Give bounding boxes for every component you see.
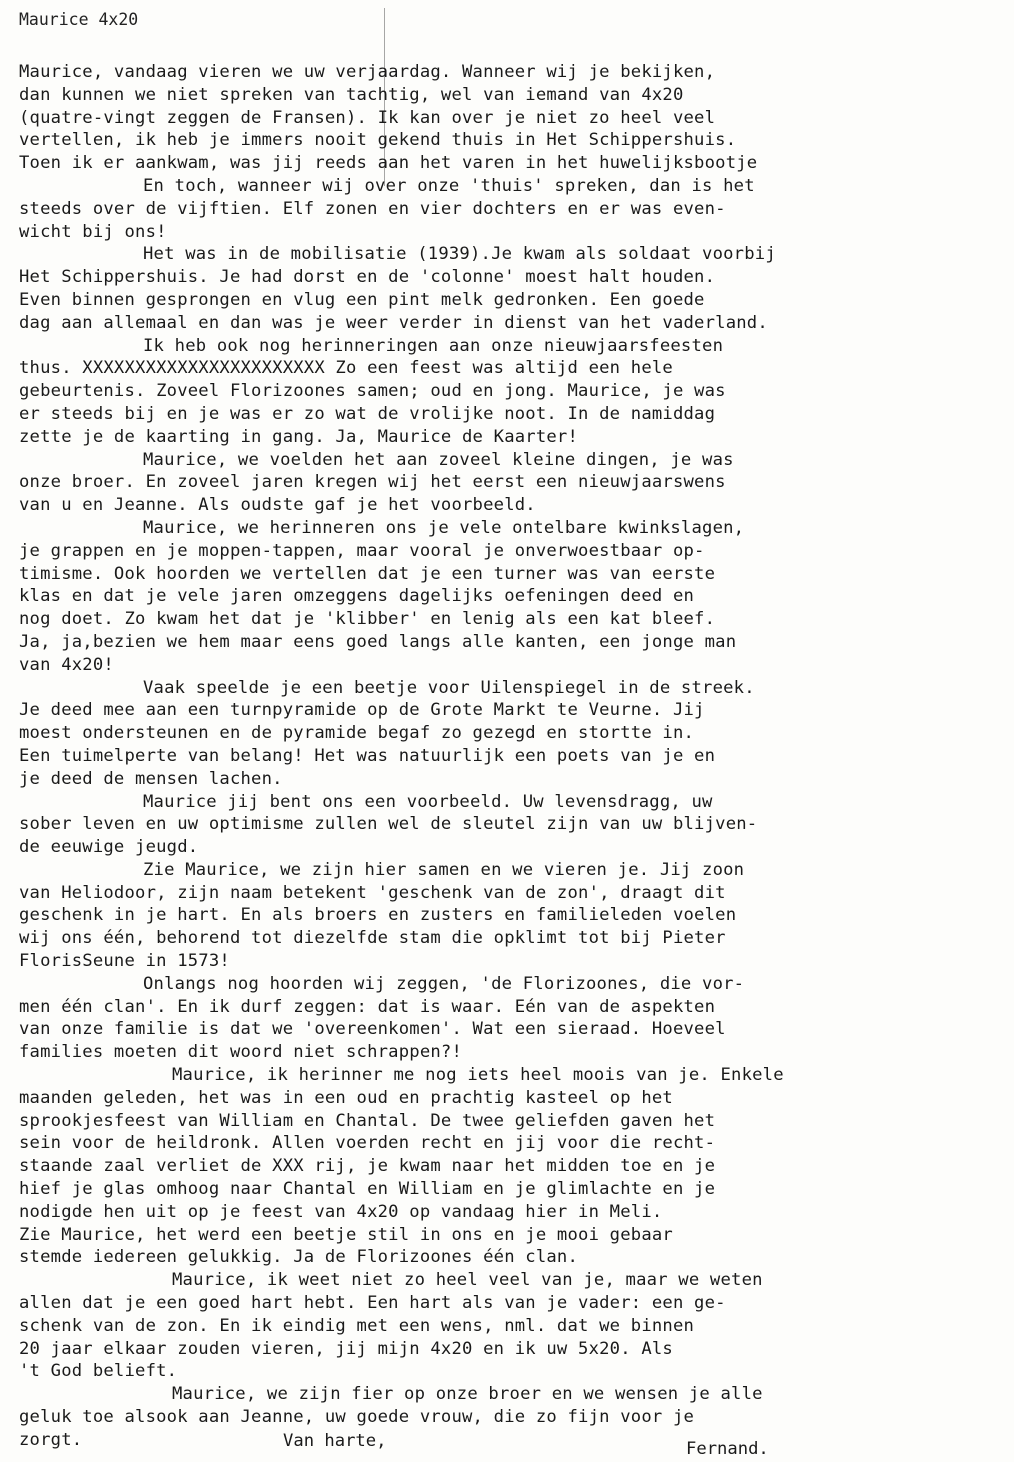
letter-line: Ik heb ook nog herinneringen aan onze nieuwjaarsfeesten — [143, 335, 724, 356]
letter-line: timisme. Ook hoorden we vertellen dat je een turner was van eerste — [19, 563, 716, 584]
letter-line: Even binnen gesprongen en vlug een pint melk gedronken. Een goede — [19, 289, 705, 310]
letter-line: staande zaal verliet de XXX rij, je kwam naar het midden toe en je — [19, 1156, 716, 1177]
letter-line: stemde iedereen gelukkig. Ja de Florizoones één clan. — [19, 1247, 579, 1268]
letter-line: sober leven en uw optimisme zullen wel de sleutel zijn van uw blijven- — [19, 814, 758, 835]
letter-line: 't God belieft. — [19, 1361, 178, 1382]
letter-line: hief je glas omhoog naar Chantal en William en je glimlachte en je — [19, 1179, 716, 1200]
letter-line: Maurice, we herinneren ons je vele ontelbare kwinkslagen, — [143, 517, 745, 538]
signature: Fernand. — [686, 1439, 769, 1459]
letter-body — [19, 61, 1009, 1452]
letter-line: geluk toe alsook aan Jeanne, uw goede vrouw, die zo fijn voor je — [19, 1407, 695, 1428]
letter-line: vertellen, ik heb je immers nooit gekend thuis in Het Schippershuis. — [19, 130, 737, 151]
letter-line: nodigde hen uit op je feest van 4x20 op vandaag hier in Meli. — [19, 1201, 663, 1222]
letter-line: van 4x20! — [19, 654, 114, 675]
letter-line: (quatre-vingt zeggen de Fransen). Ik kan over je niet zo heel veel — [19, 107, 716, 128]
letter-line: geschenk in je hart. En als broers en zusters en familieleden voelen — [19, 905, 737, 926]
letter-line: Maurice, we zijn fier op onze broer en we wensen je alle — [172, 1384, 763, 1405]
letter-line: zette je de kaarting in gang. Ja, Maurice de Kaarter! — [19, 426, 579, 447]
letter-line: je grappen en je moppen-tappen, maar vooral je onverwoestbaar op- — [19, 540, 705, 561]
closing-phrase: Van harte, — [283, 1431, 387, 1451]
letter-line: Maurice jij bent ons een voorbeeld. Uw levensdragg, uw — [143, 791, 713, 812]
letter-line: Zie Maurice, het werd een beetje stil in ons en je mooi gebaar — [19, 1224, 673, 1245]
letter-line: Het Schippershuis. Je had dorst en de 'colonne' moest halt houden. — [19, 267, 716, 288]
letter-line: dan kunnen we niet spreken van tachtig, wel van iemand van 4x20 — [19, 84, 684, 105]
letter-line: dag aan allemaal en dan was je weer verder in dienst van het vaderland. — [19, 312, 768, 333]
letter-line: sprookjesfeest van William en Chantal. De twee geliefden gaven het — [19, 1110, 716, 1131]
letter-line: schenk van de zon. En ik eindig met een wens, nml. dat we binnen — [19, 1315, 695, 1336]
letter-line: nog doet. Zo kwam het dat je 'klibber' en lenig als een kat bleef. — [19, 609, 716, 630]
letter-line: Een tuimelperte van belang! Het was natuurlijk een poets van je en — [19, 745, 716, 766]
letter-line: families moeten dit woord niet schrappen?! — [19, 1042, 463, 1063]
letter-line: Maurice, ik weet niet zo heel veel van je, maar we weten — [172, 1270, 763, 1291]
letter-line: maanden geleden, het was in een oud en prachtig kasteel op het — [19, 1087, 673, 1108]
letter-line: wij ons één, behorend tot diezelfde stam die opklimt tot bij Pieter — [19, 928, 726, 949]
letter-line: men één clan'. En ik durf zeggen: dat is waar. Eén van de aspekten — [19, 996, 716, 1017]
letter-line: FlorisSeune in 1573! — [19, 951, 230, 972]
letter-line: Vaak speelde je een beetje voor Uilenspiegel in de streek. — [143, 677, 755, 698]
letter-line: steeds over de vijftien. Elf zonen en vier dochters en er was even- — [19, 198, 726, 219]
letter-line: onze broer. En zoveel jaren kregen wij het eerst een nieuwjaarswens — [19, 472, 726, 493]
letter-line: Maurice, we voelden het aan zoveel kleine dingen, je was — [143, 449, 734, 470]
letter-line: er steeds bij en je was er zo wat de vrolijke noot. In de namiddag — [19, 403, 716, 424]
letter-line: Ja, ja,bezien we hem maar eens goed langs alle kanten, een jonge man — [19, 631, 737, 652]
letter-line: Zie Maurice, we zijn hier samen en we vieren je. Jij zoon — [143, 859, 745, 880]
letter-line: Toen ik er aankwam, was jij reeds aan het varen in het huwelijksbootje — [19, 153, 758, 174]
letter-line: klas en dat je vele jaren omzeggens dagelijks oefeningen deed en — [19, 586, 695, 607]
letter-line: En toch, wanneer wij over onze 'thuis' spreken, dan is het — [143, 175, 755, 196]
letter-line: Het was in de mobilisatie (1939).Je kwam als soldaat voorbij — [143, 244, 776, 265]
letter-title: Maurice 4x20 — [19, 10, 139, 29]
letter-line: zorgt. — [19, 1429, 83, 1450]
letter-line: allen dat je een goed hart hebt. Een hart als van je vader: een ge- — [19, 1293, 726, 1314]
letter-line: Je deed mee aan een turnpyramide op de Grote Markt te Veurne. Jij — [19, 700, 705, 721]
letter-line: je deed de mensen lachen. — [19, 768, 283, 789]
letter-line: van Heliodoor, zijn naam betekent 'geschenk van de zon', draagt dit — [19, 882, 726, 903]
letter-line: 20 jaar elkaar zouden vieren, jij mijn 4x20 en ik uw 5x20. Als — [19, 1338, 673, 1359]
letter-line: van onze familie is dat we 'overeenkomen'. Wat een sieraad. Hoeveel — [19, 1019, 726, 1040]
letter-line: Maurice, ik herinner me nog iets heel moois van je. Enkele — [172, 1065, 784, 1086]
letter-line: de eeuwige jeugd. — [19, 837, 199, 858]
letter-line: gebeurtenis. Zoveel Florizoones samen; oud en jong. Maurice, je was — [19, 381, 726, 402]
letter-line: thus. XXXXXXXXXXXXXXXXXXXXXXX Zo een feest was altijd een hele — [19, 358, 673, 379]
letter-line: Maurice, vandaag vieren we uw verjaardag. Wanneer wij je bekijken, — [19, 62, 716, 82]
letter-line: sein voor de heildronk. Allen voerden recht en jij voor die recht- — [19, 1133, 716, 1154]
letter-line: Onlangs nog hoorden wij zeggen, 'de Florizoones, die vor- — [143, 973, 745, 994]
letter-line: wicht bij ons! — [19, 221, 167, 242]
letter-line: moest ondersteunen en de pyramide begaf zo gezegd en stortte in. — [19, 723, 695, 744]
letter-line: van u en Jeanne. Als oudste gaf je het voorbeeld. — [19, 495, 536, 516]
